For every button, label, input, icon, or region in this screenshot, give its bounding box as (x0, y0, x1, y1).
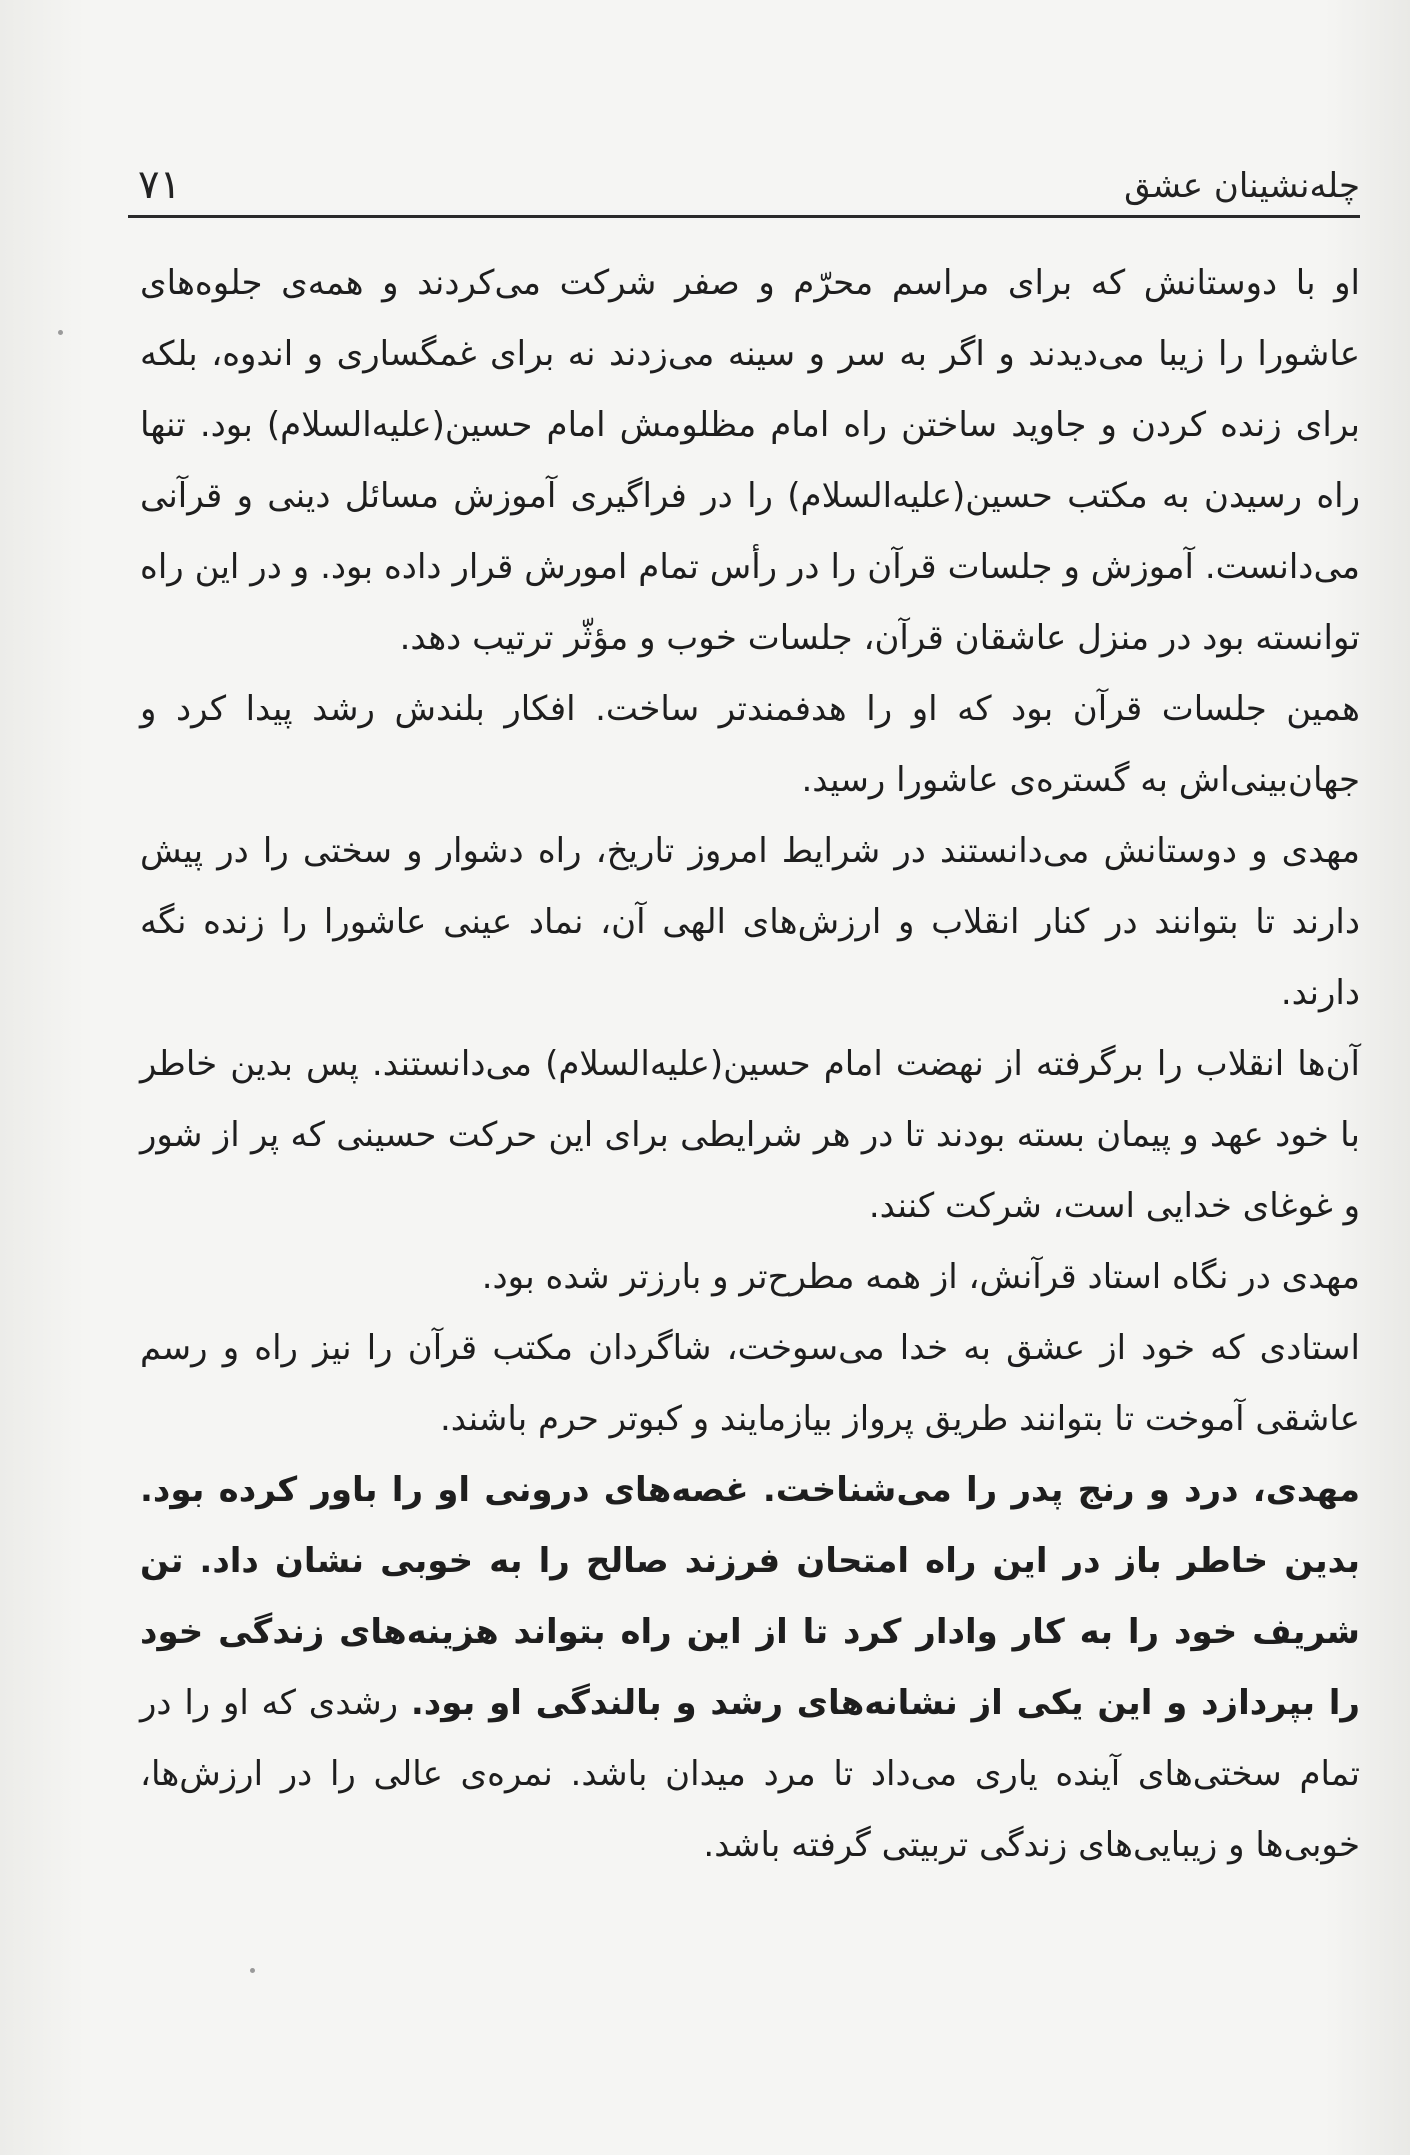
body-text (140, 248, 1360, 1881)
paragraph-6: استادی که خود از عشق به خدا می‌سوخت، شاگردان مکتب قرآن را نیز راه و رسم عاشقی آموخت تا بتوانند طریق پرواز بیازمایند و کبوتر حرم باشند. (140, 1328, 1360, 1439)
paragraph-3: مهدی و دوستانش می‌دانستند در شرایط امروز تاریخ، راه دشوار و سختی را در پیش دارند تا بتوانند در کنار انقلاب و ارزش‌های الهی آن، نماد عینی عاشورا را زنده نگه دارند. (140, 831, 1360, 1013)
paragraph-5: مهدی در نگاه استاد قرآنش، از همه مطرح‌تر و بارزتر شده بود. (481, 1257, 1360, 1297)
page-header (128, 160, 1360, 220)
header-rule (128, 215, 1360, 218)
paragraph-1: او با دوستانش که برای مراسم محرّم و صفر شرکت می‌کردند و همه‌ی جلوه‌های عاشورا را زیبا می‌دیدند و اگر به سر و سینه می‌زدند نه برای غمگساری و اندوه، بلکه برای زنده کردن و جاوید ساختن راه امام مظلومش امام حسین(علیه‌السلام) بود. تنها راه رسیدن به مکتب حسین(علیه‌السلام) را در فراگیری آموزش مسائل دینی و قرآنی می‌دانست. آموزش و جلسات قرآن را در رأس تمام امورش قرار داده بود. و در این راه توانسته بود در منزل عاشقان قرآن، جلسات خوب و مؤثّر ترتیب دهد. (140, 263, 1360, 658)
paragraph-7-tail: رشدی که او را در تمام سختی‌های آینده یاری می‌داد تا مرد میدان باشد. نمره‌ی عالی را در ارزش‌ها، خوبی‌ها و زیبایی‌های زندگی تربیتی گرفته باشد. (140, 1683, 1360, 1865)
paragraph-7-bold: مهدی، درد و رنج پدر را می‌شناخت. غصه‌های درونی او را باور کرده بود. بدین خاطر باز در این راه امتحان فرزند صالح را به خوبی نشان داد. تن شریف خود را به کار وادار کرد تا از این راه بتواند هزینه‌های زندگی خود را بپردازد و این یکی از نشانه‌های رشد و بالندگی او بود. (140, 1470, 1360, 1723)
running-title: چله‌نشینان عشق (1124, 166, 1360, 206)
paragraph-7 (140, 1455, 1360, 1881)
paragraph-2: همین جلسات قرآن بود که او را هدفمندتر ساخت. افکار بلندش رشد پیدا کرد و جهان‌بینی‌اش به گستره‌ی عاشورا رسید. (140, 689, 1360, 800)
paper-speck (58, 330, 63, 335)
page-number: ۷۱ (138, 162, 181, 208)
paper-speck (250, 1968, 255, 1973)
paragraph-4: آن‌ها انقلاب را برگرفته از نهضت امام حسین(علیه‌السلام) می‌دانستند. پس بدین خاطر با خود عهد و پیمان بسته بودند تا در هر شرایطی برای این حرکت حسینی که پر از شور و غوغای خدایی است، شرکت کنند. (140, 1044, 1360, 1226)
